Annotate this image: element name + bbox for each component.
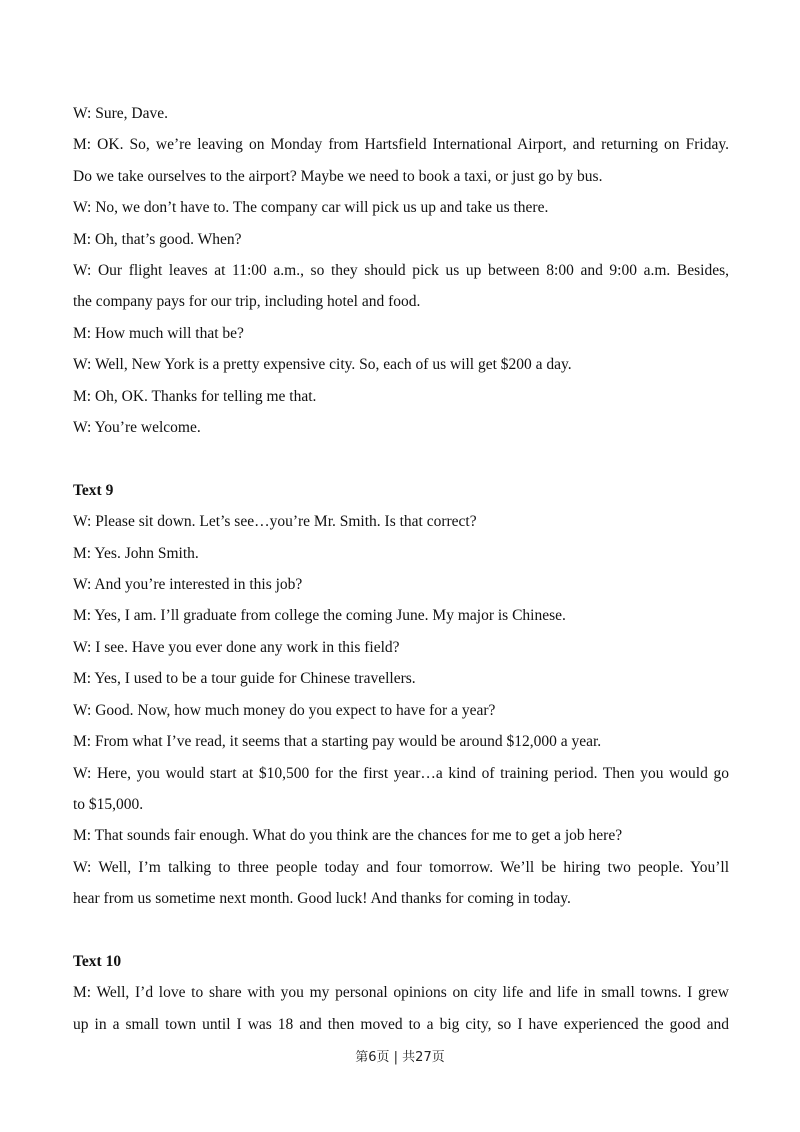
- dialogue-line: W: Good. Now, how much money do you expect to have for a year?: [73, 701, 496, 719]
- dialogue-line: W: Our flight leaves at 11:00 a.m., so they should pick us up between 8:00 and 9:00 a.m. Besides,: [73, 262, 729, 280]
- section-spacer: [73, 915, 729, 946]
- dialogue-line: M: Yes. John Smith.: [73, 544, 199, 562]
- dialogue-line: hear from us sometime next month. Good luck! And thanks for coming in today.: [73, 890, 571, 908]
- dialogue-line: M: Well, I’d love to share with you my personal opinions on city life and life in small towns. I grew: [73, 984, 729, 1002]
- dialogue-line: W: No, we don’t have to. The company car will pick us up and take us there.: [73, 199, 549, 217]
- dialogue-section-text9: [73, 475, 729, 915]
- dialogue-line: M: That sounds fair enough. What do you think are the chances for me to get a job here?: [73, 827, 623, 845]
- dialogue-line: W: Well, I’m talking to three people today and four tomorrow. We’ll be hiring two people. You’ll: [73, 858, 729, 876]
- dialogue-section-text10: [73, 946, 729, 1040]
- dialogue-line: M: How much will that be?: [73, 324, 244, 342]
- dialogue-line: to $15,000.: [73, 795, 144, 813]
- dialogue-line: M: From what I’ve read, it seems that a starting pay would be around $12,000 a year.: [73, 733, 602, 751]
- dialogue-line: W: Sure, Dave.: [73, 105, 168, 122]
- dialogue-line: M: Yes, I am. I’ll graduate from college the coming June. My major is Chinese.: [73, 607, 566, 625]
- section-heading: Text 9: [73, 481, 114, 499]
- dialogue-line: W: Well, New York is a pretty expensive city. So, each of us will get $200 a day.: [73, 356, 572, 374]
- dialogue-line: the company pays for our trip, including hotel and food.: [73, 293, 421, 311]
- dialogue-line: Do we take ourselves to the airport? Maybe we need to book a taxi, or just go by bus.: [73, 167, 603, 185]
- dialogue-line: up in a small town until I was 18 and then moved to a big city, so I have experienced the good and: [73, 1015, 729, 1033]
- dialogue-line: W: I see. Have you ever done any work in this field?: [73, 638, 400, 656]
- dialogue-line: M: OK. So, we’re leaving on Monday from Hartsfield International Airport, and returning on Friday.: [73, 136, 729, 154]
- page-number-footer: 第6页 | 共27页: [355, 1050, 445, 1065]
- dialogue-line: W: And you’re interested in this job?: [73, 576, 303, 594]
- dialogue-line: W: Here, you would start at $10,500 for the first year…a kind of training period. Then you would go: [73, 764, 729, 782]
- dialogue-line: M: Yes, I used to be a tour guide for Chinese travellers.: [73, 670, 416, 688]
- section-heading: Text 10: [73, 952, 122, 970]
- dialogue-line: W: Please sit down. Let’s see…you’re Mr. Smith. Is that correct?: [73, 513, 477, 531]
- dialogue-line: M: Oh, OK. Thanks for telling me that.: [73, 387, 317, 405]
- section-spacer: [73, 443, 729, 474]
- document-page: [73, 98, 729, 1040]
- dialogue-line: M: Oh, that’s good. When?: [73, 230, 242, 248]
- dialogue-section-part1: [73, 98, 729, 443]
- dialogue-line: W: You’re welcome.: [73, 419, 201, 437]
